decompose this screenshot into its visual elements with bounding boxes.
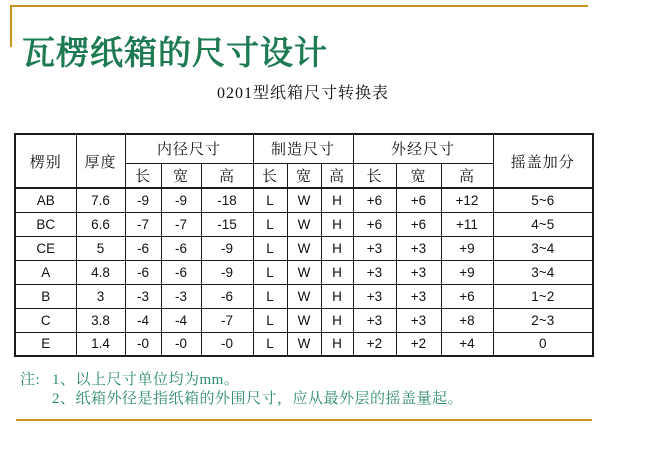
cell-outer-h: +4 <box>441 332 493 356</box>
cell-outer-w: +2 <box>396 332 441 356</box>
bottom-accent-line <box>16 419 592 421</box>
header-inner-width: 宽 <box>161 163 201 188</box>
cell-inner-w: -7 <box>161 212 201 236</box>
header-inner-group: 内径尺寸 <box>125 134 253 163</box>
cell-outer-h: +12 <box>441 188 493 212</box>
cell-mfg-h: H <box>321 260 353 284</box>
note-label: 注: <box>20 372 41 388</box>
cell-outer-h: +8 <box>441 308 493 332</box>
cell-mfg-h: H <box>321 236 353 260</box>
header-outer-length: 长 <box>353 163 396 188</box>
cell-mfg-w: W <box>287 212 321 236</box>
cell-inner-w: -3 <box>161 284 201 308</box>
cell-mfg-l: L <box>253 260 287 284</box>
table-row-b <box>15 284 593 308</box>
cell-inner-h: -9 <box>201 260 253 284</box>
cell-mfg-h: H <box>321 188 353 212</box>
header-outer-width: 宽 <box>396 163 441 188</box>
table-row-c <box>15 308 593 332</box>
cell-thickness: 7.6 <box>76 188 125 212</box>
page-title: 瓦楞纸箱的尺寸设计 <box>22 36 328 73</box>
cell-flap: 1~2 <box>493 284 593 308</box>
cell-flute: B <box>15 284 76 308</box>
cell-flap: 2~3 <box>493 308 593 332</box>
cell-outer-h: +9 <box>441 236 493 260</box>
header-mfg-height: 高 <box>321 163 353 188</box>
cell-flap: 3~4 <box>493 236 593 260</box>
cell-thickness: 6.6 <box>76 212 125 236</box>
cell-inner-l: -6 <box>125 236 161 260</box>
table-row-ab <box>15 188 593 212</box>
cell-flute: AB <box>15 188 76 212</box>
header-mfg-length: 长 <box>253 163 287 188</box>
cell-mfg-w: W <box>287 332 321 356</box>
cell-inner-l: -3 <box>125 284 161 308</box>
table-caption: 0201型纸箱尺寸转换表 <box>216 85 389 102</box>
cell-mfg-l: L <box>253 308 287 332</box>
cell-inner-h: -9 <box>201 236 253 260</box>
cell-mfg-h: H <box>321 332 353 356</box>
cell-outer-l: +3 <box>353 308 396 332</box>
cell-flap: 5~6 <box>493 188 593 212</box>
cell-outer-w: +3 <box>396 260 441 284</box>
cell-mfg-h: H <box>321 212 353 236</box>
cell-outer-l: +3 <box>353 284 396 308</box>
cell-flute: A <box>15 260 76 284</box>
cell-mfg-w: W <box>287 236 321 260</box>
cell-mfg-l: L <box>253 284 287 308</box>
cell-outer-w: +6 <box>396 212 441 236</box>
cell-mfg-l: L <box>253 236 287 260</box>
cell-outer-l: +3 <box>353 236 396 260</box>
cell-mfg-l: L <box>253 332 287 356</box>
cell-flute: E <box>15 332 76 356</box>
cell-thickness: 3.8 <box>76 308 125 332</box>
cell-inner-l: -9 <box>125 188 161 212</box>
cell-thickness: 5 <box>76 236 125 260</box>
cell-mfg-w: W <box>287 188 321 212</box>
table-row-e <box>15 332 593 356</box>
cell-mfg-l: L <box>253 188 287 212</box>
cell-inner-w: -0 <box>161 332 201 356</box>
cell-inner-w: -9 <box>161 188 201 212</box>
top-accent-line <box>10 5 588 7</box>
header-outer-group: 外经尺寸 <box>353 134 493 163</box>
cell-thickness: 4.8 <box>76 260 125 284</box>
cell-mfg-w: W <box>287 308 321 332</box>
cell-flute: BC <box>15 212 76 236</box>
cell-outer-h: +9 <box>441 260 493 284</box>
cell-thickness: 1.4 <box>76 332 125 356</box>
cell-flap: 4~5 <box>493 212 593 236</box>
header-inner-height: 高 <box>201 163 253 188</box>
header-outer-height: 高 <box>441 163 493 188</box>
size-conversion-table <box>14 133 594 357</box>
cell-outer-w: +3 <box>396 308 441 332</box>
cell-mfg-w: W <box>287 284 321 308</box>
note-line-2: 2、纸箱外径是指纸箱的外围尺寸，应从最外层的摇盖量起。 <box>52 391 464 407</box>
cell-outer-h: +6 <box>441 284 493 308</box>
cell-inner-h: -6 <box>201 284 253 308</box>
header-flap: 摇盖加分 <box>493 134 593 188</box>
cell-outer-l: +6 <box>353 188 396 212</box>
table-row-bc <box>15 212 593 236</box>
cell-inner-h: -18 <box>201 188 253 212</box>
cell-outer-w: +3 <box>396 236 441 260</box>
left-accent-line <box>10 5 12 47</box>
header-mfg-group: 制造尺寸 <box>253 134 353 163</box>
cell-inner-h: -7 <box>201 308 253 332</box>
header-inner-length: 长 <box>125 163 161 188</box>
cell-thickness: 3 <box>76 284 125 308</box>
cell-inner-w: -6 <box>161 236 201 260</box>
footnotes <box>20 371 463 409</box>
note-line-1: 1、以上尺寸单位均为mm。 <box>52 372 240 388</box>
header-flute: 楞别 <box>15 134 76 188</box>
cell-mfg-w: W <box>287 260 321 284</box>
cell-inner-l: -0 <box>125 332 161 356</box>
cell-inner-h: -15 <box>201 212 253 236</box>
cell-outer-w: +3 <box>396 284 441 308</box>
cell-flap: 3~4 <box>493 260 593 284</box>
table-row-a <box>15 260 593 284</box>
cell-flute: C <box>15 308 76 332</box>
cell-outer-w: +6 <box>396 188 441 212</box>
cell-outer-l: +2 <box>353 332 396 356</box>
header-thickness: 厚度 <box>76 134 125 188</box>
cell-inner-w: -6 <box>161 260 201 284</box>
cell-inner-w: -4 <box>161 308 201 332</box>
cell-outer-l: +3 <box>353 260 396 284</box>
cell-inner-h: -0 <box>201 332 253 356</box>
cell-mfg-l: L <box>253 212 287 236</box>
cell-mfg-h: H <box>321 284 353 308</box>
cell-outer-h: +11 <box>441 212 493 236</box>
header-mfg-width: 宽 <box>287 163 321 188</box>
cell-outer-l: +6 <box>353 212 396 236</box>
cell-inner-l: -4 <box>125 308 161 332</box>
table-row-ce <box>15 236 593 260</box>
cell-inner-l: -6 <box>125 260 161 284</box>
cell-inner-l: -7 <box>125 212 161 236</box>
cell-mfg-h: H <box>321 308 353 332</box>
cell-flute: CE <box>15 236 76 260</box>
cell-flap: 0 <box>493 332 593 356</box>
